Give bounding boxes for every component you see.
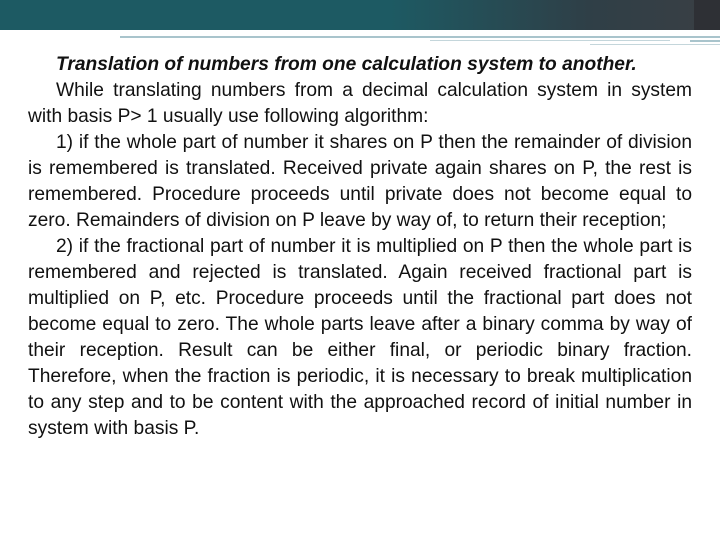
slide-content xyxy=(28,52,692,442)
decorative-line xyxy=(120,36,720,38)
slide-title: Translation of numbers from one calculation system to another. xyxy=(56,54,637,75)
decorative-line xyxy=(690,40,720,42)
paragraph-step-2: 2) if the fractional part of number it is multiplied on P then the whole part is remembered and rejected is translated. Again received fractional part is multiplied on P, etc. Procedure proceeds until the fractional part does not become equal to zero. The whole parts leave after a binary comma by way of their reception. Result can be either final, or periodic binary fraction. Therefore, when the fraction is periodic, it is necessary to break multiplication to any step and to be content with the approached record of initial number in system with basis P. xyxy=(28,236,692,439)
decorative-line xyxy=(430,40,670,41)
decorative-lines xyxy=(0,30,720,50)
header-corner-block xyxy=(694,0,720,30)
paragraph-intro: While translating numbers from a decimal calculation system in system with basis P> 1 usually use following algorithm: xyxy=(28,80,692,127)
header-gradient xyxy=(390,0,720,30)
header-bar xyxy=(0,0,720,30)
paragraph-step-1: 1) if the whole part of number it shares on P then the remainder of division is remembered is translated. Received private again shares on P, the rest is remembered. Procedure proceeds until private does not become equal to zero. Remainders of division on P leave by way of, to return their reception; xyxy=(28,132,692,231)
decorative-line xyxy=(590,44,720,45)
